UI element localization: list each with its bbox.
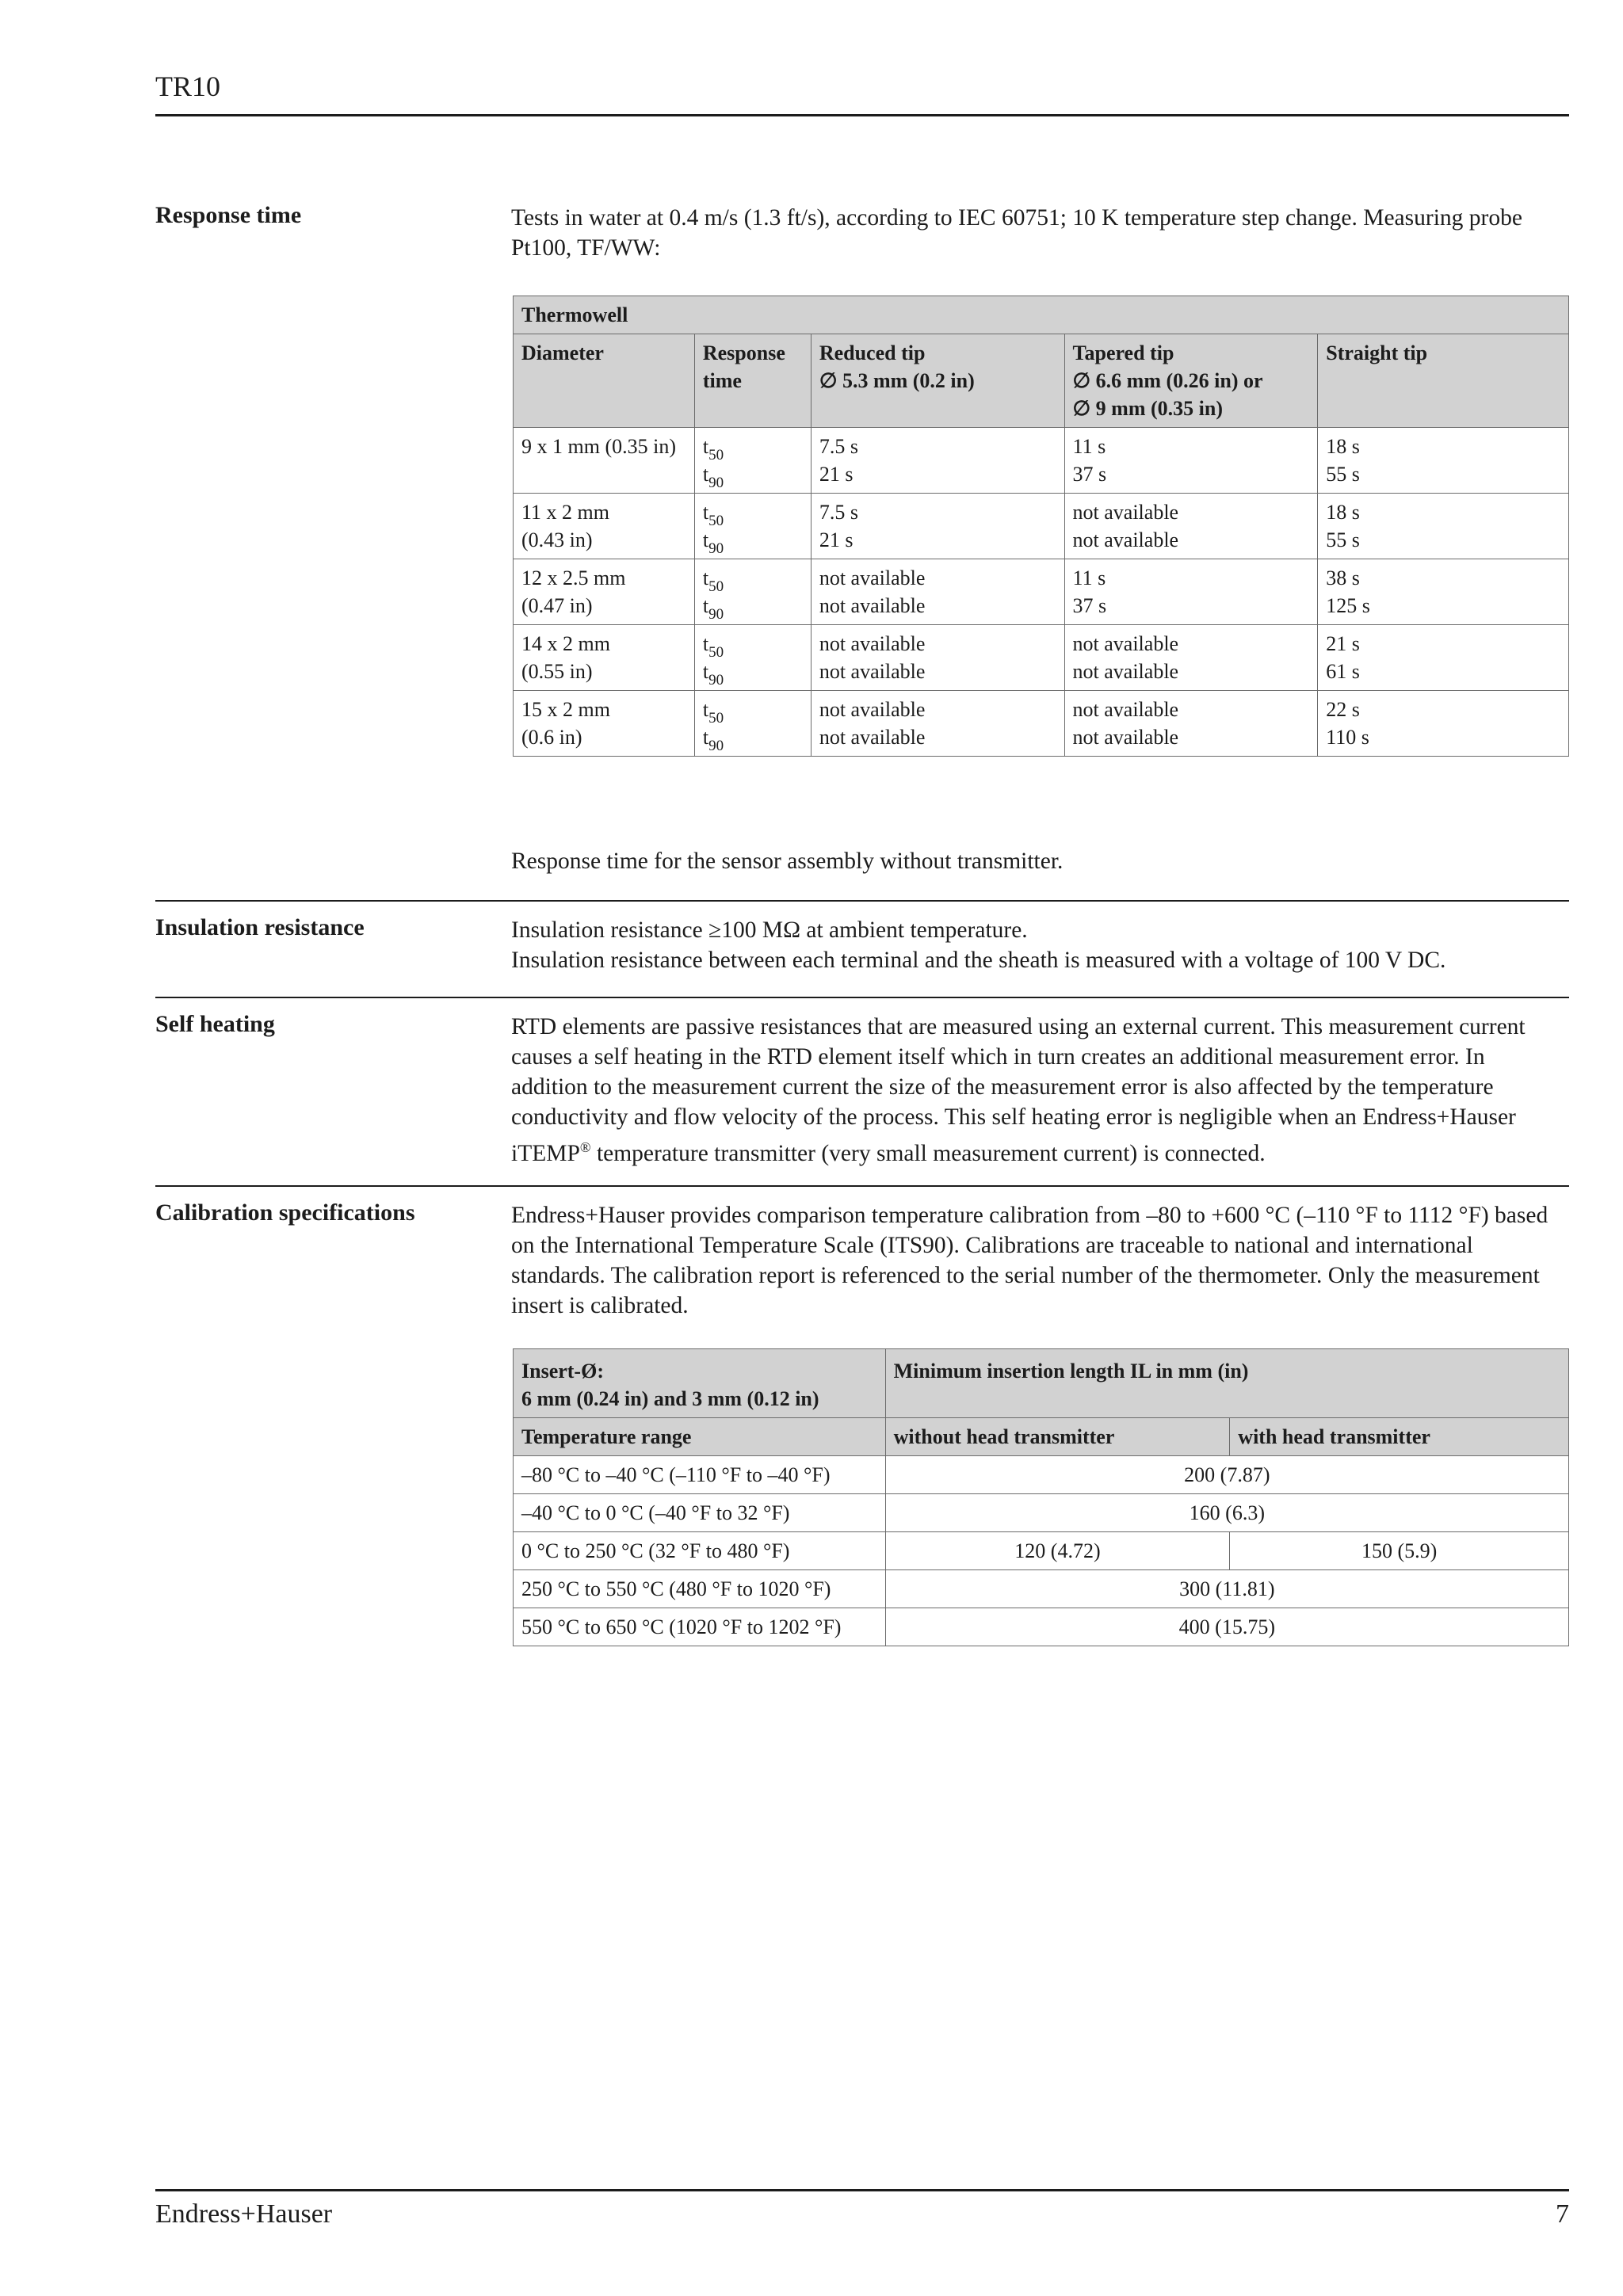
table-row <box>514 691 1569 757</box>
cell-line: 11 s <box>1072 435 1106 458</box>
straight-tip-cell <box>1318 494 1569 559</box>
intro-line: Pt100, TF/WW: <box>511 235 661 261</box>
cell-line: not available <box>819 726 926 749</box>
t90-label <box>702 592 803 623</box>
reduced-tip-cell <box>811 559 1064 625</box>
header-rule <box>155 114 1569 116</box>
diameter-cell <box>514 625 695 691</box>
tapered-tip-header <box>1064 334 1318 428</box>
t-symbol: t <box>702 726 709 749</box>
calibration-rows <box>514 1456 1569 1646</box>
cell-line: not available <box>1072 660 1179 683</box>
subscript: 50 <box>708 447 724 463</box>
cell-line: 38 s <box>1326 566 1360 589</box>
temperature-range-cell: 250 °C to 550 °C (480 °F to 1020 °F) <box>514 1570 886 1608</box>
response-time-header: Response time <box>694 334 811 428</box>
calibration-table <box>513 1348 1569 1646</box>
table-row <box>514 428 1569 494</box>
tapered-tip-cell <box>1064 691 1318 757</box>
t-symbol: t <box>702 463 709 486</box>
response-time-cell <box>694 559 811 625</box>
t50-label <box>702 564 803 595</box>
subscript: 90 <box>708 738 724 754</box>
registered-mark: ® <box>579 1139 591 1155</box>
t90-label <box>702 460 803 491</box>
t-symbol: t <box>702 594 709 617</box>
text-line: conductivity and flow velocity of the process. This self heating error is negligible when an Endress+Hauser <box>511 1104 1516 1130</box>
subscript: 90 <box>708 475 724 491</box>
text-line: RTD elements are passive resistances that are measured using an external current. This measurement current <box>511 1014 1526 1039</box>
straight-tip-cell <box>1318 559 1569 625</box>
table-row <box>514 1532 1569 1570</box>
insulation-resistance-text <box>511 915 1569 975</box>
tapered-tip-cell <box>1064 494 1318 559</box>
cell-line: (0.43 in) <box>521 528 593 551</box>
without-head-cell: 120 (4.72) <box>885 1532 1230 1570</box>
header-line: ∅ 6.6 mm (0.26 in) or <box>1072 369 1263 392</box>
header-line: ∅ 5.3 mm (0.2 in) <box>819 369 975 392</box>
cell-line: 12 x 2.5 mm <box>521 566 626 589</box>
calibration-text <box>511 1200 1569 1321</box>
t90-label <box>702 723 803 754</box>
table-group-header-row <box>514 296 1569 334</box>
table-row <box>514 1494 1569 1532</box>
straight-tip-cell <box>1318 625 1569 691</box>
with-head-transmitter-header: with head transmitter <box>1230 1418 1569 1456</box>
response-time-table <box>513 296 1569 757</box>
cell-line: 61 s <box>1326 660 1360 683</box>
text-line <box>511 1132 1569 1169</box>
straight-tip-cell <box>1318 691 1569 757</box>
subscript: 90 <box>708 672 724 688</box>
straight-tip-cell <box>1318 428 1569 494</box>
cell-line: not available <box>1072 726 1179 749</box>
diameter-cell <box>514 559 695 625</box>
table-row <box>514 1608 1569 1646</box>
temperature-range-header: Temperature range <box>514 1418 886 1456</box>
header-line: Tapered tip <box>1072 341 1174 364</box>
header-line: Insert-Ø: <box>521 1360 604 1383</box>
page-number: 7 <box>1556 2199 1569 2229</box>
reduced-tip-cell <box>811 494 1064 559</box>
reduced-tip-cell <box>811 691 1064 757</box>
temperature-range-cell: –80 °C to –40 °C (–110 °F to –40 °F) <box>514 1456 886 1494</box>
subscript: 50 <box>708 513 724 529</box>
cell-line: not available <box>1072 632 1179 655</box>
cell-line: (0.55 in) <box>521 660 593 683</box>
table-row <box>514 1570 1569 1608</box>
intro-line: Tests in water at 0.4 m/s (1.3 ft/s), according to IEC 60751; 10 K temperature step change. Measuring probe <box>511 205 1522 231</box>
self-heating-label: Self heating <box>155 1011 275 1037</box>
footer-rule <box>155 2189 1569 2191</box>
text-line: Insulation resistance between each terminal and the sheath is measured with a voltage of 100 V DC. <box>511 948 1446 973</box>
tapered-tip-cell <box>1064 428 1318 494</box>
cell-line: 18 s <box>1326 501 1360 524</box>
t50-label <box>702 498 803 529</box>
response-time-cell <box>694 428 811 494</box>
t-symbol: t <box>702 435 709 458</box>
section-divider <box>155 997 1569 998</box>
with-head-cell: 150 (5.9) <box>1230 1532 1569 1570</box>
table-row <box>514 1456 1569 1494</box>
cell-line: 14 x 2 mm <box>521 632 610 655</box>
straight-tip-header: Straight tip <box>1318 334 1569 428</box>
text-fragment: temperature transmitter (very small measurement current) is connected. <box>590 1140 1266 1166</box>
cell-line: 37 s <box>1072 594 1107 617</box>
t50-label <box>702 630 803 661</box>
cell-line: 125 s <box>1326 594 1370 617</box>
text-line: standards. The calibration report is referenced to the serial number of the thermometer. Only the measurement <box>511 1263 1540 1288</box>
subscript: 90 <box>708 540 724 557</box>
response-time-intro <box>511 203 1569 263</box>
t-symbol: t <box>702 660 709 683</box>
tapered-tip-cell <box>1064 625 1318 691</box>
subscript: 90 <box>708 606 724 623</box>
cell-line: 9 x 1 mm (0.35 in) <box>521 435 676 458</box>
cell-line: 11 s <box>1072 566 1106 589</box>
header-line: Reduced tip <box>819 341 926 364</box>
self-heating-text <box>511 1012 1569 1169</box>
table-row <box>514 625 1569 691</box>
brand-text: iTEMP <box>511 1140 580 1166</box>
diameter-cell <box>514 428 695 494</box>
table-header-row <box>514 334 1569 428</box>
subscript: 50 <box>708 578 724 595</box>
cell-line: 7.5 s <box>819 435 858 458</box>
cell-line: not available <box>819 566 926 589</box>
t90-label <box>702 526 803 557</box>
calibration-specifications-label: Calibration specifications <box>155 1199 415 1226</box>
diameter-cell <box>514 494 695 559</box>
cell-line: 15 x 2 mm <box>521 698 610 721</box>
cell-line: 37 s <box>1072 463 1107 486</box>
text-line: causes a self heating in the RTD element itself which in turn creates an additional measurement error. In <box>511 1044 1485 1070</box>
cell-line: not available <box>819 594 926 617</box>
subscript: 50 <box>708 644 724 661</box>
min-insertion-length-header: Minimum insertion length IL in mm (in) <box>885 1349 1568 1418</box>
response-time-rows <box>514 428 1569 757</box>
table-header-row <box>514 1349 1569 1418</box>
cell-line: 21 s <box>819 528 854 551</box>
cell-line: 21 s <box>1326 632 1360 655</box>
temperature-range-cell: 550 °C to 650 °C (1020 °F to 1202 °F) <box>514 1608 886 1646</box>
reduced-tip-header <box>811 334 1064 428</box>
table-row <box>514 494 1569 559</box>
without-head-transmitter-header: without head transmitter <box>885 1418 1230 1456</box>
cell-line: 18 s <box>1326 435 1360 458</box>
table-subheader-row <box>514 1418 1569 1456</box>
cell-line: not available <box>819 632 926 655</box>
document-title: TR10 <box>155 71 221 102</box>
reduced-tip-cell <box>811 428 1064 494</box>
text-line: Insulation resistance ≥100 MΩ at ambient temperature. <box>511 917 1028 943</box>
subscript: 50 <box>708 710 724 727</box>
diameter-cell <box>514 691 695 757</box>
section-divider <box>155 900 1569 902</box>
insertion-length-cell: 200 (7.87) <box>885 1456 1568 1494</box>
insertion-length-cell: 300 (11.81) <box>885 1570 1568 1608</box>
cell-line: not available <box>1072 528 1179 551</box>
t50-label <box>702 433 803 463</box>
insertion-length-cell: 160 (6.3) <box>885 1494 1568 1532</box>
cell-line: 22 s <box>1326 698 1360 721</box>
cell-line: 110 s <box>1326 726 1369 749</box>
response-time-cell <box>694 494 811 559</box>
insulation-resistance-label: Insulation resistance <box>155 914 365 940</box>
diameter-header: Diameter <box>514 334 695 428</box>
cell-line: not available <box>1072 698 1179 721</box>
insert-diameter-header <box>514 1349 886 1418</box>
cell-line: not available <box>1072 501 1179 524</box>
section-divider <box>155 1185 1569 1187</box>
t-symbol: t <box>702 698 709 721</box>
t-symbol: t <box>702 501 709 524</box>
response-time-cell <box>694 625 811 691</box>
cell-line: 7.5 s <box>819 501 858 524</box>
text-line: insert is calibrated. <box>511 1293 689 1318</box>
t-symbol: t <box>702 528 709 551</box>
cell-line: 21 s <box>819 463 854 486</box>
cell-line: not available <box>819 660 926 683</box>
response-time-label: Response time <box>155 202 302 228</box>
cell-line: 55 s <box>1326 528 1360 551</box>
temperature-range-cell: –40 °C to 0 °C (–40 °F to 32 °F) <box>514 1494 886 1532</box>
cell-line: not available <box>819 698 926 721</box>
reduced-tip-cell <box>811 625 1064 691</box>
header-line: ∅ 9 mm (0.35 in) <box>1072 397 1223 420</box>
text-line: addition to the measurement current the size of the measurement error is also affected by the temperature <box>511 1074 1494 1100</box>
cell-line: 55 s <box>1326 463 1360 486</box>
temperature-range-cell: 0 °C to 250 °C (32 °F to 480 °F) <box>514 1532 886 1570</box>
cell-line: 11 x 2 mm <box>521 501 609 524</box>
text-line: Endress+Hauser provides comparison temperature calibration from –80 to +600 °C (–110 °F to 1112 °F) based <box>511 1203 1549 1228</box>
tapered-tip-cell <box>1064 559 1318 625</box>
cell-line: (0.47 in) <box>521 594 593 617</box>
response-time-cell <box>694 691 811 757</box>
t-symbol: t <box>702 632 709 655</box>
thermowell-header: Thermowell <box>514 296 1569 334</box>
t90-label <box>702 658 803 688</box>
text-line: on the International Temperature Scale (ITS90). Calibrations are traceable to national and international <box>511 1233 1473 1258</box>
footer-brand: Endress+Hauser <box>155 2199 333 2229</box>
cell-line: (0.6 in) <box>521 726 582 749</box>
table-row <box>514 559 1569 625</box>
header-line: 6 mm (0.24 in) and 3 mm (0.12 in) <box>521 1387 819 1410</box>
response-time-note: Response time for the sensor assembly without transmitter. <box>511 849 1064 874</box>
t-symbol: t <box>702 566 709 589</box>
insertion-length-cell: 400 (15.75) <box>885 1608 1568 1646</box>
t50-label <box>702 696 803 727</box>
